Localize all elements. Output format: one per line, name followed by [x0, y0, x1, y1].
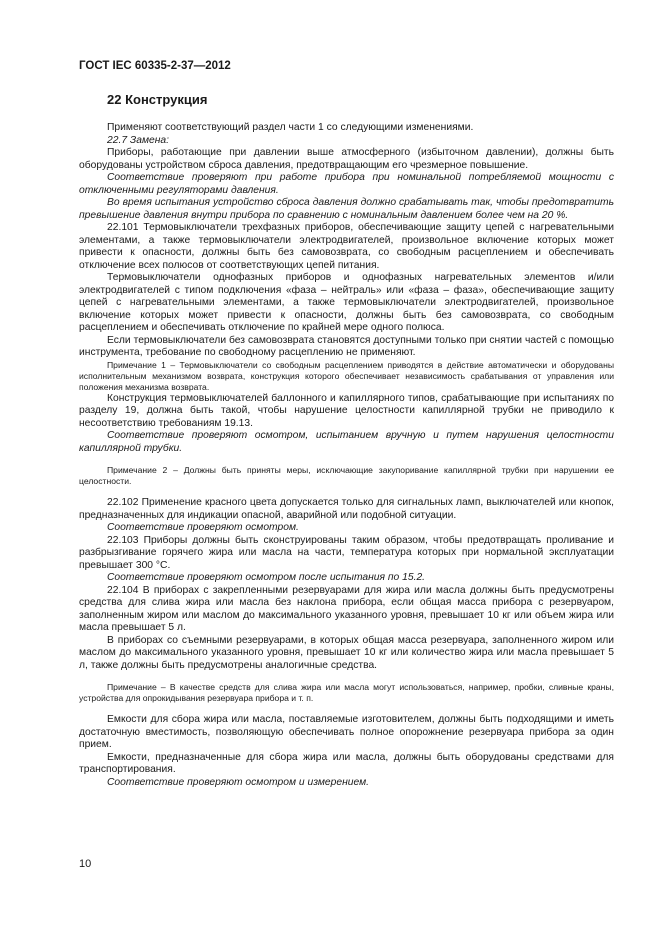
paragraph: Емкости для сбора жира или масла, поставляемые изготовителем, должны быть подходящими и иметь достаточную вместимость, позволяющую обеспечивать полное опорожнение резервуара прибора за один прием. [79, 714, 614, 750]
paragraph: 22.104 В приборах с закрепленными резервуарами для жира или масла должны быть предусмотрены средства для слива жира или масла без наклона прибора, если общая масса прибора с резервуаром, заполненным жиром или маслом до максимального указанного уровня, превышает 10 кг или объем жира или масла превышает 5 л. [79, 584, 614, 633]
paragraph: В приборах со съемными резервуарами, в которых общая масса резервуара, заполненного жиром или маслом до максимального указанного уровня, превышает 10 кг или количество жира или масла превышает 5 л, также должны быть предусмотрены аналогичные средства. [79, 634, 614, 671]
paragraph: Емкости, предназначенные для сбора жира или масла, должны быть оборудованы средствами для транспортирования. [79, 751, 614, 775]
paragraph: 22.102 Применение красного цвета допускается только для сигнальных ламп, выключателей или кнопок, предназначенных для индикации опасной, аварийной или подобной ситуации. [79, 497, 614, 521]
note-paragraph: Примечание 1 – Термовыключатели со свободным расцеплением приводятся в действие автоматически и оборудованы исполнительным механизмом возврата, конструкция которого обеспечивает независимость срабатывания от управления или положения механизма возврата. [79, 359, 614, 392]
paragraph: Применяют соответствующий раздел части 1 со следующими изменениями. [107, 122, 474, 133]
paragraph: 22.103 Приборы должны быть сконструированы таким образом, чтобы предотвращать проливание и разбрызгивание горячего жира или масла на части, температура которых при нормальной эксплуатации превышает 300 °С. [79, 534, 614, 571]
note-paragraph: Примечание – В качестве средств для слива жира или масла могут использоваться, например, пробки, сливные краны, устройства для опрокидывания резервуара прибора и т. п. [79, 682, 614, 703]
paragraph: Термовыключатели однофазных приборов и однофазных нагревательных элементов и/или электродвигателей с типом подключения «фаза – нейтраль» или «фаза – фаза», обеспечивающие защиту цепей с нагревательными элементами, а также термовыключатели электродвигателей, произвольное включение которых может привести к опасности, должны быть без самовозврата, со свободным расцеплением и обеспечивать отключение по крайней мере одного полюса. [79, 272, 614, 333]
paragraph: Приборы, работающие при давлении выше атмосферного (избыточном давлении), должны быть оборудованы устройством сброса давления, предотвращающим его чрезмерное повышение. [79, 147, 614, 171]
paragraph: 22.101 Термовыключатели трехфазных приборов, обеспечивающие защиту цепей с нагревательными элементами, а также термовыключатели электродвигателей, произвольное включение которых может привести к опасности, должны быть без самовозврата, со свободным расцеплением и обеспечивать отключение всех полюсов от соответствующих цепей питания. [79, 222, 614, 271]
paragraph: Соответствие проверяют осмотром после испытания по 15.2. [107, 572, 426, 583]
document-header: ГОСТ IEC 60335-2-37—2012 [79, 60, 231, 72]
paragraph: Конструкция термовыключателей баллонного и капиллярного типов, срабатывающие при испытаниях по разделу 19, должна быть такой, чтобы нарушение целостности капиллярной трубки не приводило к несоответствию требованиям 19.13. [79, 392, 614, 429]
section-title: 22 Конструкция [107, 92, 208, 107]
spacer [79, 455, 614, 465]
paragraph: Во время испытания устройство сброса давления должно срабатывать так, чтобы предотвратить превышение давления внутри прибора по сравнению с номинальным давлением более чем на 20 %. [79, 197, 614, 221]
spacer [79, 672, 614, 682]
paragraph: 22.7 Замена: [107, 134, 169, 146]
spacer [79, 487, 614, 497]
paragraph: Соответствие проверяют осмотром и измерением. [107, 776, 370, 788]
paragraph: Если термовыключатели без самовозврата становятся доступными только при снятии частей с помощью инструмента, требование по свободному расцеплению не применяют. [79, 334, 614, 358]
paragraph: Соответствие проверяют осмотром, испытанием вручную и путем нарушения целостности капиллярной трубки. [79, 430, 614, 454]
body-text [79, 122, 614, 789]
paragraph: Соответствие проверяют осмотром. [107, 522, 299, 533]
page-number: 10 [79, 858, 92, 870]
paragraph: Соответствие проверяют при работе прибора при номинальной потребляемой мощности с отключенными регуляторами давления. [79, 172, 614, 196]
spacer [79, 704, 614, 714]
note-paragraph: Примечание 2 – Должны быть приняты меры, исключающие закупоривание капиллярной трубки при нарушении ее целостности. [79, 465, 614, 486]
